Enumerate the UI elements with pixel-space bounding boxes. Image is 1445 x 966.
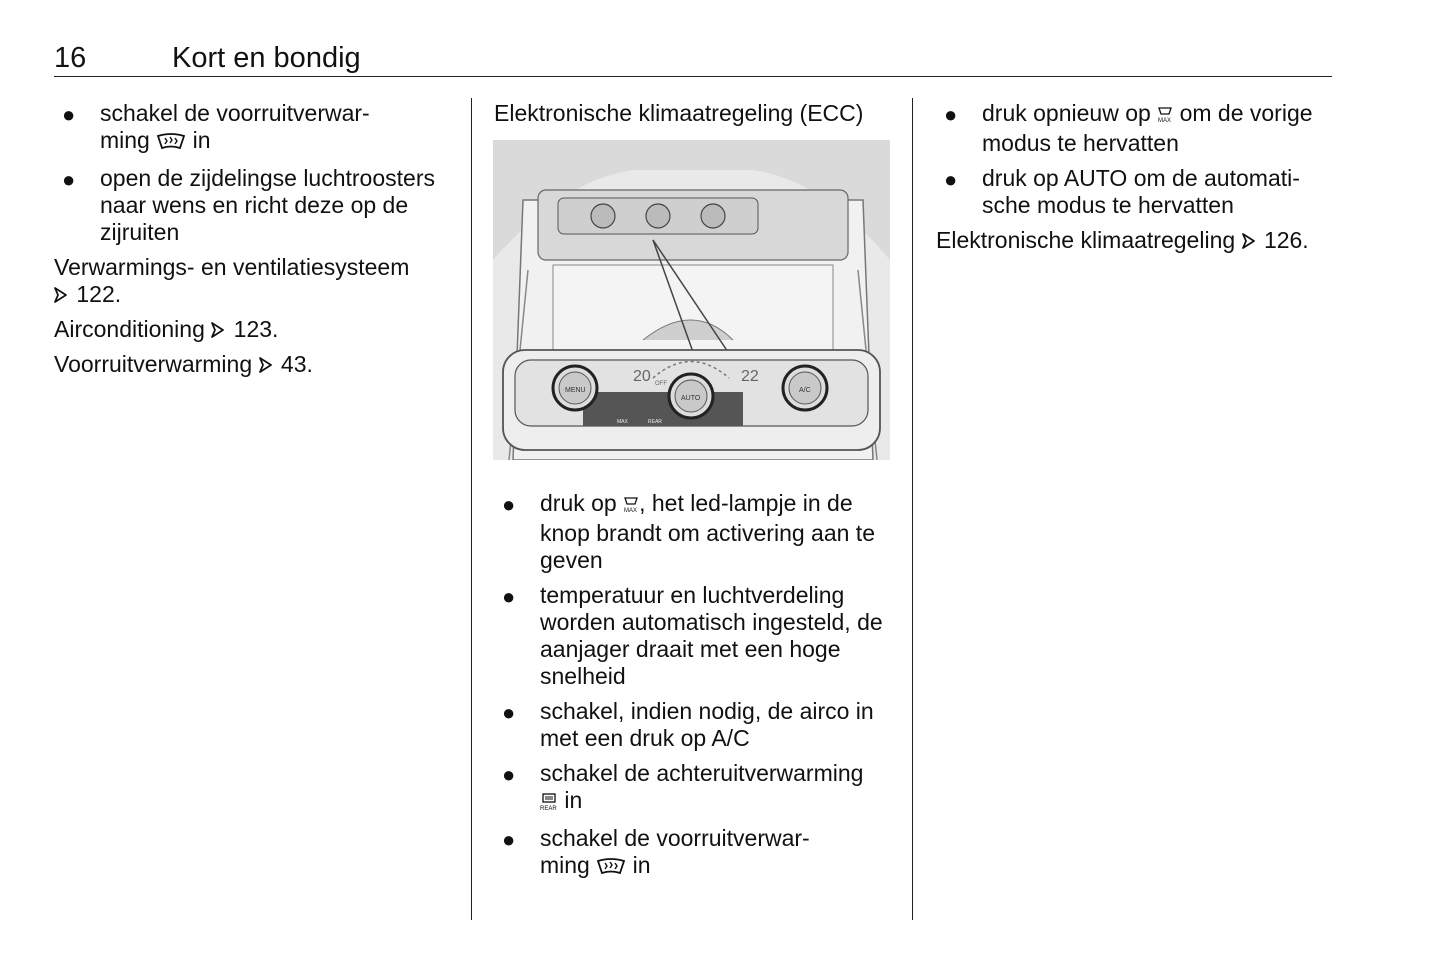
list-item-text: schakel de voorruitverwar- (540, 825, 810, 851)
max-icon-label: MAX (624, 508, 638, 514)
list-item-text: schakel, indien nodig, de airco in met een druk op A/C (540, 698, 874, 751)
reference-text: Elektronische klimaatregeling (936, 227, 1236, 253)
page-number: 16 (54, 42, 87, 74)
list-item-text: druk opnieuw op (982, 100, 1151, 126)
list-item-text: , het led-lampje in de knop brandt om activering aan te geven (540, 490, 875, 573)
list-item (494, 760, 894, 817)
section-title: Elektronische klimaatregeling (ECC) (494, 100, 864, 126)
column-divider (912, 98, 913, 920)
max-icon-label: MAX (1158, 118, 1172, 124)
bullet-list (494, 490, 894, 882)
bullet-icon: ● (502, 762, 516, 787)
list-item-text: schakel de achteruitverwarming (540, 760, 864, 786)
cross-reference[interactable] (936, 227, 1336, 254)
list-item (494, 825, 894, 882)
list-item (494, 698, 894, 752)
list-item (54, 165, 454, 246)
list-item-text: druk op (540, 490, 617, 516)
list-item-text: druk op AUTO om de automati- sche modus te hervatten (982, 165, 1300, 218)
climate-control-illustration (493, 140, 890, 460)
bullet-icon: ● (62, 167, 76, 192)
bullet-icon: ● (502, 584, 516, 609)
bullet-icon: ● (62, 102, 76, 127)
list-item-text: schakel de voorruitverwar- (100, 100, 370, 126)
windscreen-defrost-icon (596, 855, 626, 882)
list-item-text: ming (100, 127, 150, 153)
bullet-list (936, 100, 1336, 219)
bullet-icon: ● (502, 827, 516, 852)
cross-reference[interactable] (54, 351, 454, 378)
reference-page: 43. (280, 351, 313, 377)
list-item-text: open de zijdelingse luchtroosters naar wens en richt deze op de zijruiten (100, 165, 435, 245)
reference-arrow-icon (259, 351, 275, 378)
list-item-text: temperatuur en luchtverdeling worden automatisch ingesteld, de aanjager draait met een hoge snelheid (540, 582, 883, 689)
max-defrost-icon (623, 493, 639, 520)
menu-label: MENU (565, 387, 586, 394)
list-item-text: in (192, 127, 211, 153)
list-item (936, 165, 1336, 219)
list-item (494, 490, 894, 574)
list-item-text: in (564, 787, 583, 813)
bullet-icon: ● (944, 167, 958, 192)
max-defrost-icon (1157, 103, 1173, 130)
rear-label: REAR (648, 419, 662, 425)
cross-reference[interactable] (54, 316, 454, 343)
list-item (54, 100, 454, 157)
reference-page: 123. (233, 316, 279, 342)
rear-icon-label: REAR (540, 806, 557, 811)
column-left (54, 100, 454, 386)
reference-text: Voorruitverwarming (54, 351, 253, 377)
column-right (936, 100, 1336, 262)
reference-page: 122. (76, 281, 122, 307)
list-item (936, 100, 1336, 157)
ac-label: A/C (799, 387, 811, 394)
climate-control-figure (493, 140, 890, 460)
page-header (54, 40, 1332, 77)
column-middle (494, 100, 894, 890)
rear-window-heating-icon (540, 790, 558, 817)
list-item-text: om de vorige modus te hervatten (982, 100, 1313, 156)
bullet-icon: ● (502, 700, 516, 725)
cross-reference[interactable] (54, 254, 454, 308)
reference-page: 126. (1263, 227, 1309, 253)
reference-text: Verwarmings- en ventilatiesysteem (54, 254, 410, 280)
column-divider (471, 98, 472, 920)
right-temperature: 22 (741, 368, 759, 385)
left-temperature: 20 (633, 368, 651, 385)
reference-arrow-icon (54, 281, 70, 308)
reference-arrow-icon (1242, 227, 1258, 254)
list-item-text: ming (540, 852, 590, 878)
list-item (494, 582, 894, 690)
max-label: MAX (617, 419, 628, 425)
chapter-title: Kort en bondig (172, 42, 361, 74)
off-label: OFF (655, 381, 667, 387)
list-item-text: in (632, 852, 651, 878)
auto-label: AUTO (681, 395, 701, 402)
reference-arrow-icon (211, 316, 227, 343)
bullet-icon: ● (502, 492, 516, 517)
windscreen-defrost-icon (156, 130, 186, 157)
bullet-icon: ● (944, 102, 958, 127)
bullet-list (54, 100, 454, 246)
reference-text: Airconditioning (54, 316, 205, 342)
